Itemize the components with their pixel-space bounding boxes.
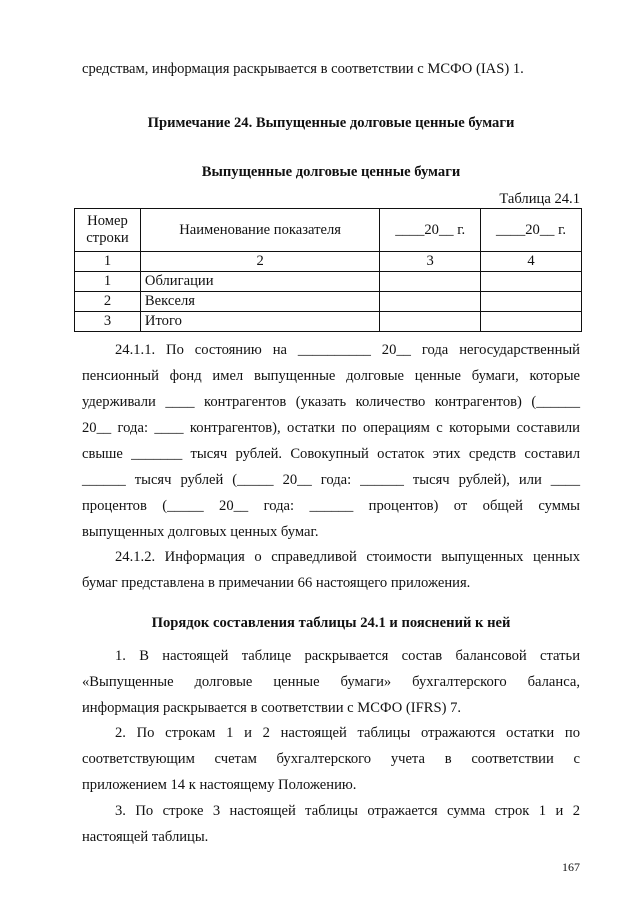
- row-number: 2: [75, 292, 141, 312]
- row-name: Облигации: [140, 272, 379, 292]
- note-title: Примечание 24. Выпущенные долговые ценные бумаги: [147, 115, 515, 131]
- para-24-1-1-line: процентов (_____ 20__ года: ______ процентов) от общей суммы: [82, 498, 580, 514]
- para-24-1-1-line: свыше _______ тысяч рублей. Совокупный остаток этих средств составил: [82, 446, 580, 462]
- row-name: Векселя: [140, 292, 379, 312]
- procedure-2-line: приложением 14 к настоящему Положению.: [82, 777, 357, 793]
- table-caption: Таблица 24.1: [499, 191, 580, 207]
- table-index-row: [75, 252, 582, 272]
- table-row: [75, 272, 582, 292]
- procedure-2-line: соответствующим счетам бухгалтерского учета в соответствии с: [82, 751, 580, 767]
- para-24-1-1-line: удерживали ____ контрагентов (указать количество контрагентов) (______: [82, 394, 580, 410]
- para-24-1-1-line: ______ тысяч рублей (_____ 20__ года: ______ тысяч рублей), или ____: [82, 472, 580, 488]
- para-24-1-2-line: 24.1.2. Информация о справедливой стоимости выпущенных ценных: [115, 549, 580, 565]
- table-header-row: [75, 209, 582, 252]
- para-24-1-1-line: 24.1.1. По состоянию на __________ 20__ года негосударственный: [115, 342, 580, 358]
- table-row: [75, 312, 582, 332]
- procedure-2-line: 2. По строкам 1 и 2 настоящей таблицы отражаются остатки по: [115, 725, 580, 741]
- header-cell: Номер строки: [75, 209, 141, 252]
- para-24-1-1-line: 20__ года: ____ контрагентов), остатки по операциям с которыми составили: [82, 420, 580, 436]
- para-24-1-1-line: пенсионный фонд имел выпущенные долговые ценные бумаги, которые: [82, 368, 580, 384]
- row-value: [380, 272, 481, 292]
- header-cell: ____20__ г.: [481, 209, 582, 252]
- debt-securities-table: [74, 208, 582, 332]
- table-row: [75, 292, 582, 312]
- row-value: [481, 292, 582, 312]
- row-name: Итого: [140, 312, 379, 332]
- procedure-title: Порядок составления таблицы 24.1 и пояснений к ней: [151, 615, 511, 631]
- intro-line: средствам, информация раскрывается в соответствии с МСФО (IAS) 1.: [82, 61, 524, 77]
- procedure-1-line: 1. В настоящей таблице раскрывается состав балансовой статьи: [115, 648, 580, 664]
- row-value: [380, 312, 481, 332]
- procedure-1-line: информация раскрывается в соответствии с МСФО (IFRS) 7.: [82, 700, 462, 716]
- index-cell: 4: [481, 252, 582, 272]
- para-24-1-2-line: бумаг представлена в примечании 66 настоящего приложения.: [82, 575, 471, 591]
- index-cell: 2: [140, 252, 379, 272]
- procedure-1-line: «Выпущенные долговые ценные бумаги» бухгалтерского баланса,: [82, 674, 580, 690]
- index-cell: 3: [380, 252, 481, 272]
- row-value: [380, 292, 481, 312]
- header-cell: ____20__ г.: [380, 209, 481, 252]
- index-cell: 1: [75, 252, 141, 272]
- row-value: [481, 272, 582, 292]
- header-cell: Наименование показателя: [140, 209, 379, 252]
- procedure-3-line: 3. По строке 3 настоящей таблицы отражается сумма строк 1 и 2: [115, 803, 580, 819]
- row-number: 3: [75, 312, 141, 332]
- table-title: Выпущенные долговые ценные бумаги: [201, 164, 461, 180]
- procedure-3-line: настоящей таблицы.: [82, 829, 209, 845]
- para-24-1-1-line: выпущенных долговых ценных бумаг.: [82, 524, 319, 540]
- row-value: [481, 312, 582, 332]
- row-number: 1: [75, 272, 141, 292]
- page-number: 167: [562, 860, 580, 874]
